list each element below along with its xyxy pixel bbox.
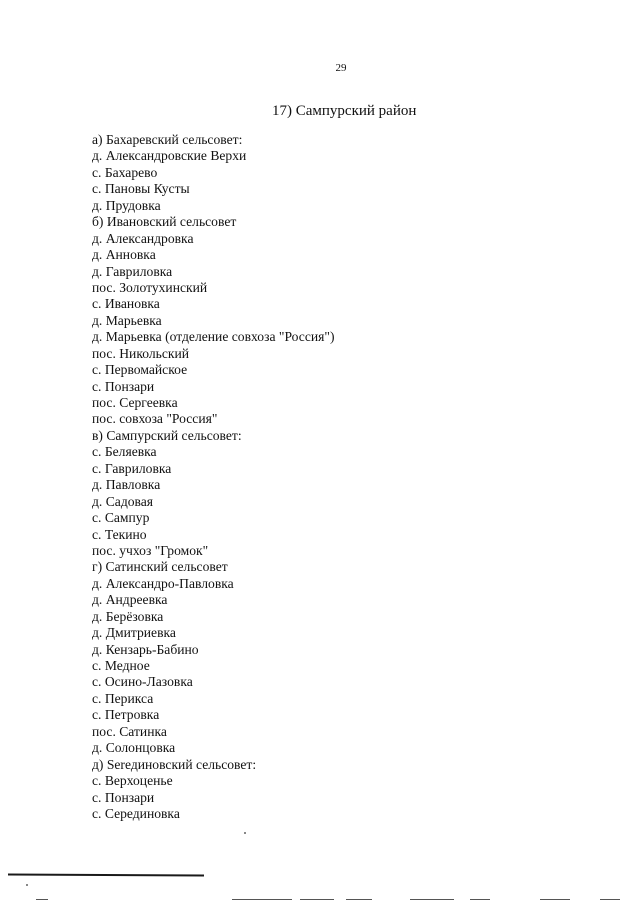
council-heading: а) Бахаревский сельсовет: [92, 132, 243, 147]
list-item: с. Пановы Кусты [92, 181, 190, 197]
list-item: д. Садовая [92, 493, 154, 509]
list-item: с. Сампур [92, 510, 150, 526]
list-item: д. Гавриловка [92, 263, 173, 279]
list-item: с. Понзари [92, 378, 155, 394]
list-item: пос. Золотухинский [92, 279, 208, 295]
scan-dot [244, 832, 246, 834]
list-item: пос. учхоз "Громок" [92, 542, 209, 558]
list-item: д. Берёзовка [92, 608, 164, 624]
list-item: с. Беляевка [92, 444, 157, 460]
list-item: д. Александро-Павловка [92, 575, 234, 591]
list-item: д. Кензарь-Бабино [92, 641, 199, 657]
scan-artifact [600, 899, 620, 900]
list-item: д. Александровка [92, 230, 194, 246]
list-item: д. Солонцовка [92, 740, 176, 756]
scan-artifact [540, 899, 570, 900]
scan-artifact [36, 899, 48, 900]
list-item: пос. Сатинка [92, 723, 167, 739]
scan-artifact [300, 899, 334, 900]
list-item: д. Дмитриевка [92, 625, 176, 641]
list-item: пос. Никольский [92, 345, 190, 361]
scan-artifact [470, 899, 490, 900]
list-item: с. Верхоценье [92, 773, 173, 789]
list-item: д. Анновка [92, 247, 156, 263]
list-item: с. Перикса [92, 690, 154, 706]
scan-artifact [232, 899, 292, 900]
list-item: с. Петровка [92, 707, 160, 723]
list-item: с. Текино [92, 526, 147, 542]
list-item: д. Прудовка [92, 197, 161, 213]
list-item: д. Павловка [92, 477, 161, 493]
list-item: с. Первомайское [92, 362, 188, 378]
list-item: с. Осино-Лазовка [92, 674, 193, 690]
list-item: д. Марьевка (отделение совхоза "Россия") [92, 329, 335, 345]
council-heading: г) Сатинский сельсовет [92, 559, 228, 575]
list-item: д. Андреевка [92, 592, 168, 608]
scan-artifact [346, 899, 372, 900]
list-item: д. Марьевка [92, 312, 162, 328]
list-item: с. Серединовка [92, 805, 180, 821]
list-item: д. Александровские Верхи [92, 148, 247, 164]
list-item: с. Гавриловка [92, 460, 172, 476]
footer-rule [8, 873, 204, 876]
list-item: с. Медное [92, 658, 150, 673]
council-heading: в) Сампурский сельсовет: [92, 427, 242, 443]
list-item: пос. Сергеевка [92, 395, 178, 410]
settlement-list [92, 132, 334, 822]
scan-dot [26, 884, 28, 886]
list-item: с. Бахарево [92, 164, 158, 180]
section-heading: 17) Сампурский район [272, 103, 417, 119]
list-item: пос. совхоза "Россия" [92, 411, 218, 427]
scan-artifact [410, 899, 454, 900]
council-heading: б) Ивановский сельсовет [92, 214, 237, 230]
council-heading: д) Serединовский сельсовет: [92, 756, 257, 772]
page-number: 29 [335, 62, 347, 74]
list-item: с. Понзари [92, 789, 155, 805]
list-item: с. Ивановка [92, 296, 160, 312]
